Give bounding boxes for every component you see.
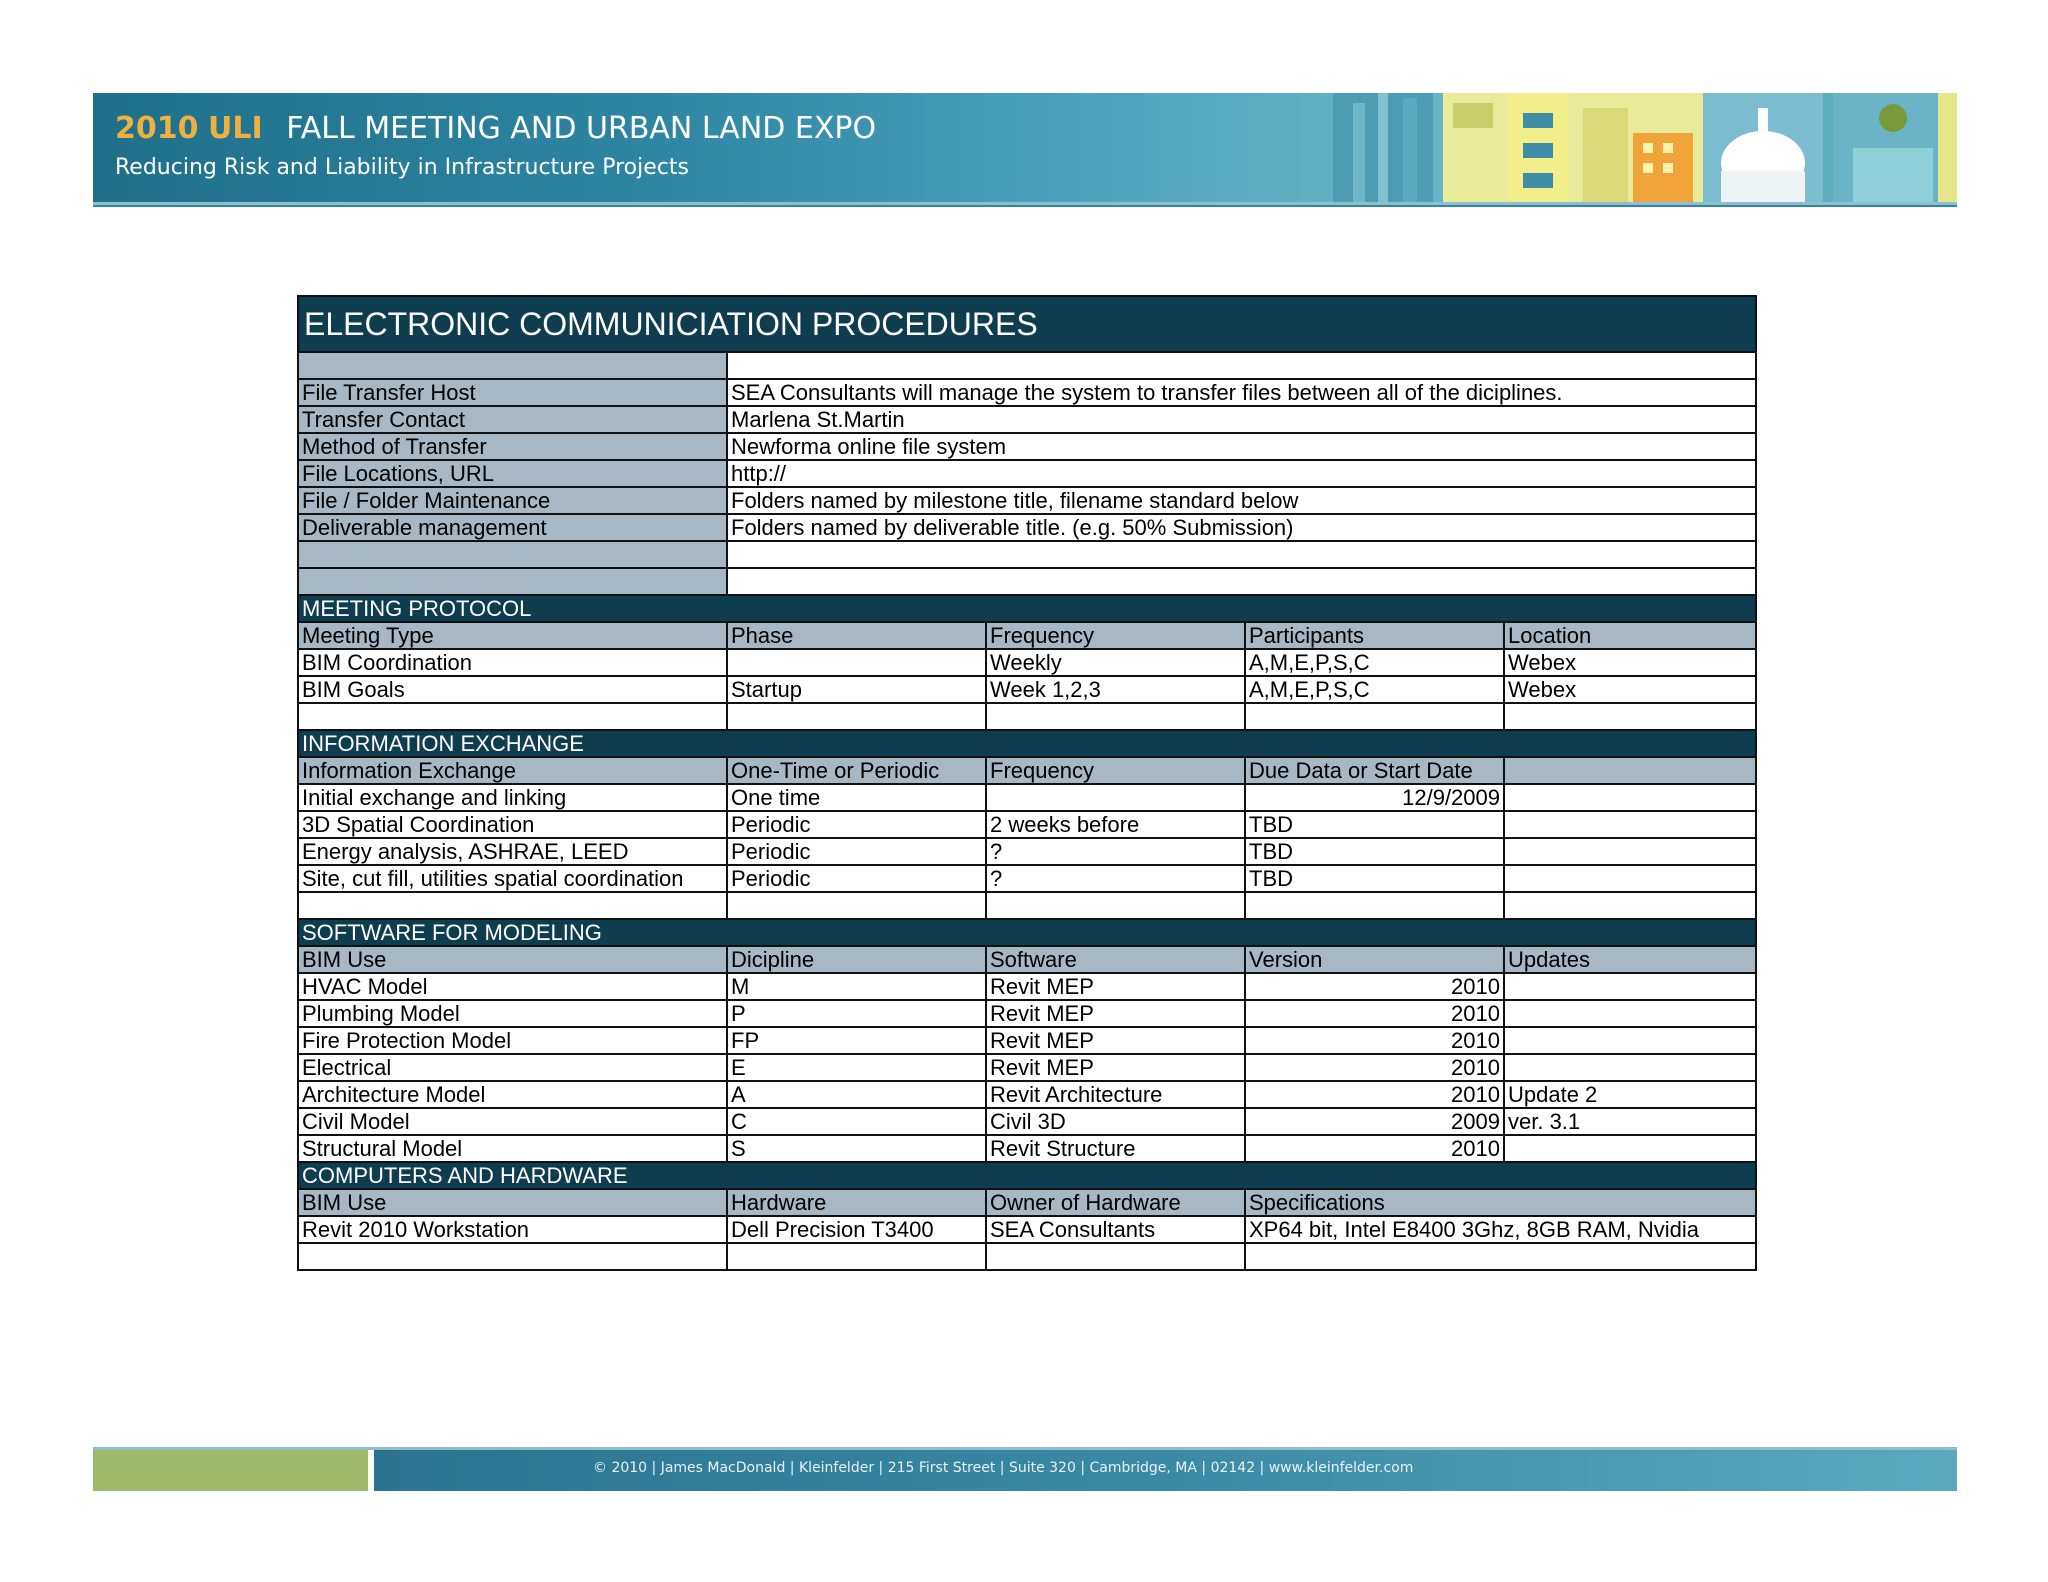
transfer-row	[298, 514, 1756, 541]
empty-cell	[727, 892, 986, 919]
data-cell: M	[727, 973, 986, 1000]
column-header: Information Exchange	[298, 757, 727, 784]
row-label: File / Folder Maintenance	[298, 487, 727, 514]
empty-cell	[986, 892, 1245, 919]
data-cell: TBD	[1245, 865, 1504, 892]
column-header: Frequency	[986, 622, 1245, 649]
footer-accent	[93, 1450, 368, 1491]
section-title: INFORMATION EXCHANGE	[298, 730, 1756, 757]
data-cell: Revit MEP	[986, 973, 1245, 1000]
data-cell: Webex	[1504, 649, 1756, 676]
row-label	[298, 352, 727, 379]
header-row	[298, 757, 1756, 784]
data-cell: Civil 3D	[986, 1108, 1245, 1135]
data-cell: ?	[986, 838, 1245, 865]
data-cell: 2010	[1245, 1081, 1504, 1108]
column-header: BIM Use	[298, 946, 727, 973]
data-row	[298, 973, 1756, 1000]
presentation-subtitle: Reducing Risk and Liability in Infrastructure Projects	[115, 155, 689, 180]
data-row	[298, 784, 1756, 811]
data-cell: P	[727, 1000, 986, 1027]
column-header: Meeting Type	[298, 622, 727, 649]
row-label	[298, 568, 727, 595]
transfer-row	[298, 379, 1756, 406]
data-cell: Architecture Model	[298, 1081, 727, 1108]
row-value: Folders named by milestone title, filename standard below	[727, 487, 1756, 514]
section-title-row	[298, 1162, 1756, 1189]
column-header: Updates	[1504, 946, 1756, 973]
data-cell: C	[727, 1108, 986, 1135]
empty-cell	[298, 703, 727, 730]
data-cell	[1504, 1054, 1756, 1081]
row-value	[727, 541, 1756, 568]
transfer-row	[298, 541, 1756, 568]
data-cell: One time	[727, 784, 986, 811]
empty-cell	[1504, 892, 1756, 919]
column-header: Software	[986, 946, 1245, 973]
event-year: 2010	[115, 111, 199, 146]
row-label: File Locations, URL	[298, 460, 727, 487]
column-header: Dicipline	[727, 946, 986, 973]
data-row	[298, 649, 1756, 676]
row-value	[727, 352, 1756, 379]
data-cell: Startup	[727, 676, 986, 703]
data-cell: XP64 bit, Intel E8400 3Ghz, 8GB RAM, Nvidia	[1245, 1216, 1756, 1243]
column-header: Owner of Hardware	[986, 1189, 1245, 1216]
header-row	[298, 622, 1756, 649]
data-row	[298, 1054, 1756, 1081]
data-cell: Weekly	[986, 649, 1245, 676]
blank-row	[298, 1243, 1756, 1270]
data-cell: SEA Consultants	[986, 1216, 1245, 1243]
row-label: Transfer Contact	[298, 406, 727, 433]
org-name: ULI	[208, 111, 263, 146]
footer-copyright: © 2010 | James MacDonald | Kleinfelder | 215 First Street | Suite 320 | Cambridge, MA | 02142 | www.kleinfelder.com	[593, 1460, 1414, 1476]
data-cell: TBD	[1245, 838, 1504, 865]
data-cell: Energy analysis, ASHRAE, LEED	[298, 838, 727, 865]
event-title	[115, 111, 876, 146]
empty-cell	[298, 1243, 727, 1270]
data-cell: E	[727, 1054, 986, 1081]
empty-cell	[727, 1243, 986, 1270]
section-title-row	[298, 919, 1756, 946]
data-cell	[1504, 784, 1756, 811]
column-header: Hardware	[727, 1189, 986, 1216]
data-cell	[1504, 865, 1756, 892]
empty-cell	[1504, 703, 1756, 730]
data-cell	[1504, 973, 1756, 1000]
banner-divider	[93, 205, 1957, 207]
column-header	[1504, 757, 1756, 784]
header-row	[298, 1189, 1756, 1216]
data-cell: Initial exchange and linking	[298, 784, 727, 811]
data-cell: A	[727, 1081, 986, 1108]
header-row	[298, 946, 1756, 973]
empty-cell	[1245, 892, 1504, 919]
data-cell: Fire Protection Model	[298, 1027, 727, 1054]
data-cell: BIM Goals	[298, 676, 727, 703]
data-row	[298, 1108, 1756, 1135]
data-cell: Update 2	[1504, 1081, 1756, 1108]
data-cell: ver. 3.1	[1504, 1108, 1756, 1135]
data-row	[298, 1081, 1756, 1108]
section-title-row	[298, 595, 1756, 622]
column-header: Due Data or Start Date	[1245, 757, 1504, 784]
column-header: Frequency	[986, 757, 1245, 784]
data-cell: A,M,E,P,S,C	[1245, 676, 1504, 703]
data-cell	[1504, 811, 1756, 838]
data-cell: 2009	[1245, 1108, 1504, 1135]
transfer-row	[298, 433, 1756, 460]
city-skyline-image	[1333, 93, 1957, 202]
section-title-row	[298, 730, 1756, 757]
row-value: SEA Consultants will manage the system to transfer files between all of the diciplines.	[727, 379, 1756, 406]
empty-cell	[1245, 1243, 1756, 1270]
transfer-row	[298, 406, 1756, 433]
data-row	[298, 838, 1756, 865]
data-cell	[1504, 838, 1756, 865]
column-header: One-Time or Periodic	[727, 757, 986, 784]
empty-cell	[986, 1243, 1245, 1270]
data-cell: Electrical	[298, 1054, 727, 1081]
data-cell: Dell Precision T3400	[727, 1216, 986, 1243]
data-cell: Site, cut fill, utilities spatial coordination	[298, 865, 727, 892]
data-cell: ?	[986, 865, 1245, 892]
data-cell: Periodic	[727, 811, 986, 838]
data-row	[298, 1027, 1756, 1054]
data-cell: Revit Architecture	[986, 1081, 1245, 1108]
data-cell: Revit Structure	[986, 1135, 1245, 1162]
row-value: http://	[727, 460, 1756, 487]
data-cell: A,M,E,P,S,C	[1245, 649, 1504, 676]
empty-cell	[298, 892, 727, 919]
data-cell	[1504, 1000, 1756, 1027]
column-header: Participants	[1245, 622, 1504, 649]
data-cell: Revit MEP	[986, 1000, 1245, 1027]
empty-cell	[1245, 703, 1504, 730]
empty-cell	[727, 703, 986, 730]
data-cell: 2010	[1245, 1027, 1504, 1054]
event-name: FALL MEETING AND URBAN LAND EXPO	[286, 111, 877, 146]
procedures-table	[297, 295, 1757, 1271]
data-cell: Week 1,2,3	[986, 676, 1245, 703]
data-cell: BIM Coordination	[298, 649, 727, 676]
data-cell: 2010	[1245, 1054, 1504, 1081]
data-cell: Plumbing Model	[298, 1000, 727, 1027]
transfer-row	[298, 568, 1756, 595]
data-row	[298, 676, 1756, 703]
data-cell: Civil Model	[298, 1108, 727, 1135]
data-cell: Revit 2010 Workstation	[298, 1216, 727, 1243]
data-cell: 2 weeks before	[986, 811, 1245, 838]
data-cell	[727, 649, 986, 676]
row-value	[727, 568, 1756, 595]
data-cell: 2010	[1245, 1135, 1504, 1162]
data-cell	[1504, 1135, 1756, 1162]
footer-banner	[93, 1447, 1957, 1491]
data-cell: HVAC Model	[298, 973, 727, 1000]
data-cell: Periodic	[727, 865, 986, 892]
data-row	[298, 865, 1756, 892]
row-label: Deliverable management	[298, 514, 727, 541]
transfer-row	[298, 352, 1756, 379]
table-title: ELECTRONIC COMMUNICIATION PROCEDURES	[298, 296, 1756, 352]
data-row	[298, 1216, 1756, 1243]
data-cell: 3D Spatial Coordination	[298, 811, 727, 838]
row-label	[298, 541, 727, 568]
column-header: Phase	[727, 622, 986, 649]
data-row	[298, 1000, 1756, 1027]
section-title: MEETING PROTOCOL	[298, 595, 1756, 622]
section-title: SOFTWARE FOR MODELING	[298, 919, 1756, 946]
data-cell: Structural Model	[298, 1135, 727, 1162]
data-cell: Revit MEP	[986, 1054, 1245, 1081]
transfer-row	[298, 460, 1756, 487]
data-cell	[986, 784, 1245, 811]
data-row	[298, 1135, 1756, 1162]
data-cell: TBD	[1245, 811, 1504, 838]
data-cell: FP	[727, 1027, 986, 1054]
data-row	[298, 811, 1756, 838]
data-cell	[1504, 1027, 1756, 1054]
blank-row	[298, 892, 1756, 919]
column-header: Version	[1245, 946, 1504, 973]
row-label: File Transfer Host	[298, 379, 727, 406]
row-value: Marlena St.Martin	[727, 406, 1756, 433]
section-title: COMPUTERS AND HARDWARE	[298, 1162, 1756, 1189]
data-cell: S	[727, 1135, 986, 1162]
data-cell: Webex	[1504, 676, 1756, 703]
data-cell: Revit MEP	[986, 1027, 1245, 1054]
blank-row	[298, 703, 1756, 730]
transfer-row	[298, 487, 1756, 514]
data-cell: 12/9/2009	[1245, 784, 1504, 811]
row-value: Newforma online file system	[727, 433, 1756, 460]
row-label: Method of Transfer	[298, 433, 727, 460]
column-header: Specifications	[1245, 1189, 1756, 1216]
data-cell: Periodic	[727, 838, 986, 865]
column-header: BIM Use	[298, 1189, 727, 1216]
column-header: Location	[1504, 622, 1756, 649]
data-cell: 2010	[1245, 973, 1504, 1000]
empty-cell	[986, 703, 1245, 730]
data-cell: 2010	[1245, 1000, 1504, 1027]
row-value: Folders named by deliverable title. (e.g. 50% Submission)	[727, 514, 1756, 541]
header-banner	[93, 93, 1957, 205]
